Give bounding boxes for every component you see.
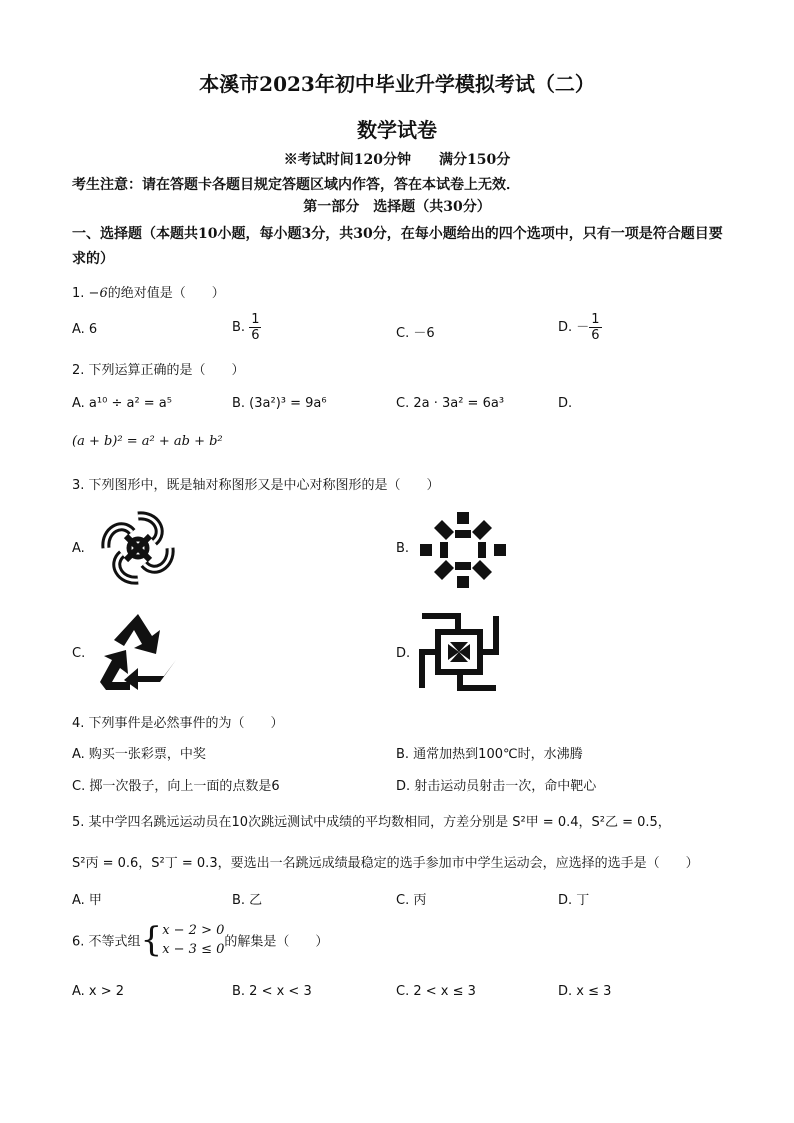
q2-option-c: C. 2a · 3a² = 6a³: [396, 396, 505, 411]
q1-option-d-label: D. －: [558, 320, 590, 335]
q5-line-1: 5. 某中学四名跳远运动员在10次跳远测试中成绩的平均数相同，方差分别是 S²甲 = 0.4，S²乙 = 0.5，: [72, 815, 671, 830]
q3-option-d: D.: [396, 646, 411, 661]
q3-stem: 3. 下列图形中，既是轴对称图形又是中心对称图形的是（ ）: [72, 478, 440, 493]
q2-option-d: (a + b)² = a² + ab + b²: [72, 434, 223, 449]
exam-notice: 考生注意：请在答题卡各题目规定答题区域内作答，答在本试卷上无效．: [72, 177, 520, 193]
exam-subtitle: 数学试卷: [357, 118, 437, 142]
inequality-system: [141, 921, 225, 959]
q4-option-d: D. 射击运动员射击一次，命中靶心: [396, 779, 597, 794]
q4-stem: 4. 下列事件是必然事件的为（ ）: [72, 716, 284, 731]
q3-option-b: B.: [396, 541, 410, 556]
q1-option-a: A. 6: [72, 322, 98, 337]
brace-icon: {: [140, 920, 163, 960]
q6-option-c: C. 2 < x ≤ 3: [396, 984, 476, 999]
interlocking-square-figure: [418, 612, 500, 692]
q1-value: −6: [88, 286, 108, 301]
q6-text-a: 6. 不等式组: [72, 934, 141, 950]
q5-line-2: S²丙 = 0.6，S²丁 = 0.3，要选出一名跳远成绩最稳定的选手参加市中学生运动会，应选择的选手是（ ）: [72, 856, 699, 871]
fraction-denominator: 6: [251, 328, 260, 343]
q6-option-a: A. x > 2: [72, 984, 125, 999]
q1-text: 的绝对值是（ ）: [107, 286, 225, 301]
q2-stem: 2. 下列运算正确的是（ ）: [72, 363, 245, 378]
q2-option-a: A. a¹⁰ ÷ a² = a⁵: [72, 396, 172, 411]
q5-option-a: A. 甲: [72, 893, 102, 908]
q1-stem: [72, 282, 225, 301]
q5-option-b: B. 乙: [232, 893, 263, 908]
section-heading: 一、选择题（本题共10小题，每小题3分，共30分，在每小题给出的四个选项中，只有一项是符合题目要求的）: [72, 226, 723, 267]
q4-option-c: C. 掷一次骰子，向上一面的点数是6: [72, 779, 280, 794]
q6-option-b: B. 2 < x < 3: [232, 984, 312, 999]
q1-option-b-fraction: [249, 312, 261, 343]
q4-option-a: A. 购买一张彩票，中奖: [72, 747, 206, 762]
q1-option-d: [558, 312, 602, 343]
q4-option-b: B. 通常加热到100℃时，水沸腾: [396, 747, 583, 762]
inequality-row-2: x − 3 ≤ 0: [162, 942, 225, 957]
q1-option-b: [232, 312, 261, 343]
cross-block-figure: [420, 512, 506, 588]
swirl-knot-figure: [96, 506, 180, 590]
fraction-numerator: 1: [591, 312, 600, 327]
q1-option-d-fraction: [589, 312, 601, 343]
q2-option-d-label: D.: [558, 396, 573, 411]
exam-info: ※考试时间120分钟 满分150分: [283, 152, 511, 168]
q3-option-c: C.: [72, 646, 86, 661]
q5-option-d: D. 丁: [558, 893, 590, 908]
q6-stem: [72, 921, 328, 959]
fraction-denominator: 6: [591, 328, 600, 343]
q3-option-a: A.: [72, 541, 85, 556]
part-heading: 第一部分 选择题（共30分）: [303, 199, 491, 215]
q1-option-b-label: B.: [232, 320, 250, 335]
q6-text-b: 的解集是（ ）: [224, 934, 329, 950]
q1-number: 1.: [72, 286, 89, 301]
exam-title: 本溪市2023年初中毕业升学模拟考试（二）: [199, 72, 595, 96]
q1-option-c: C. －6: [396, 326, 435, 341]
q6-option-d: D. x ≤ 3: [558, 984, 612, 999]
fraction-numerator: 1: [251, 312, 260, 327]
q2-option-b: B. (3a²)³ = 9a⁶: [232, 396, 327, 411]
inequality-row-1: x − 2 > 0: [162, 923, 225, 938]
q5-option-c: C. 丙: [396, 893, 427, 908]
recycle-icon: [94, 612, 182, 692]
